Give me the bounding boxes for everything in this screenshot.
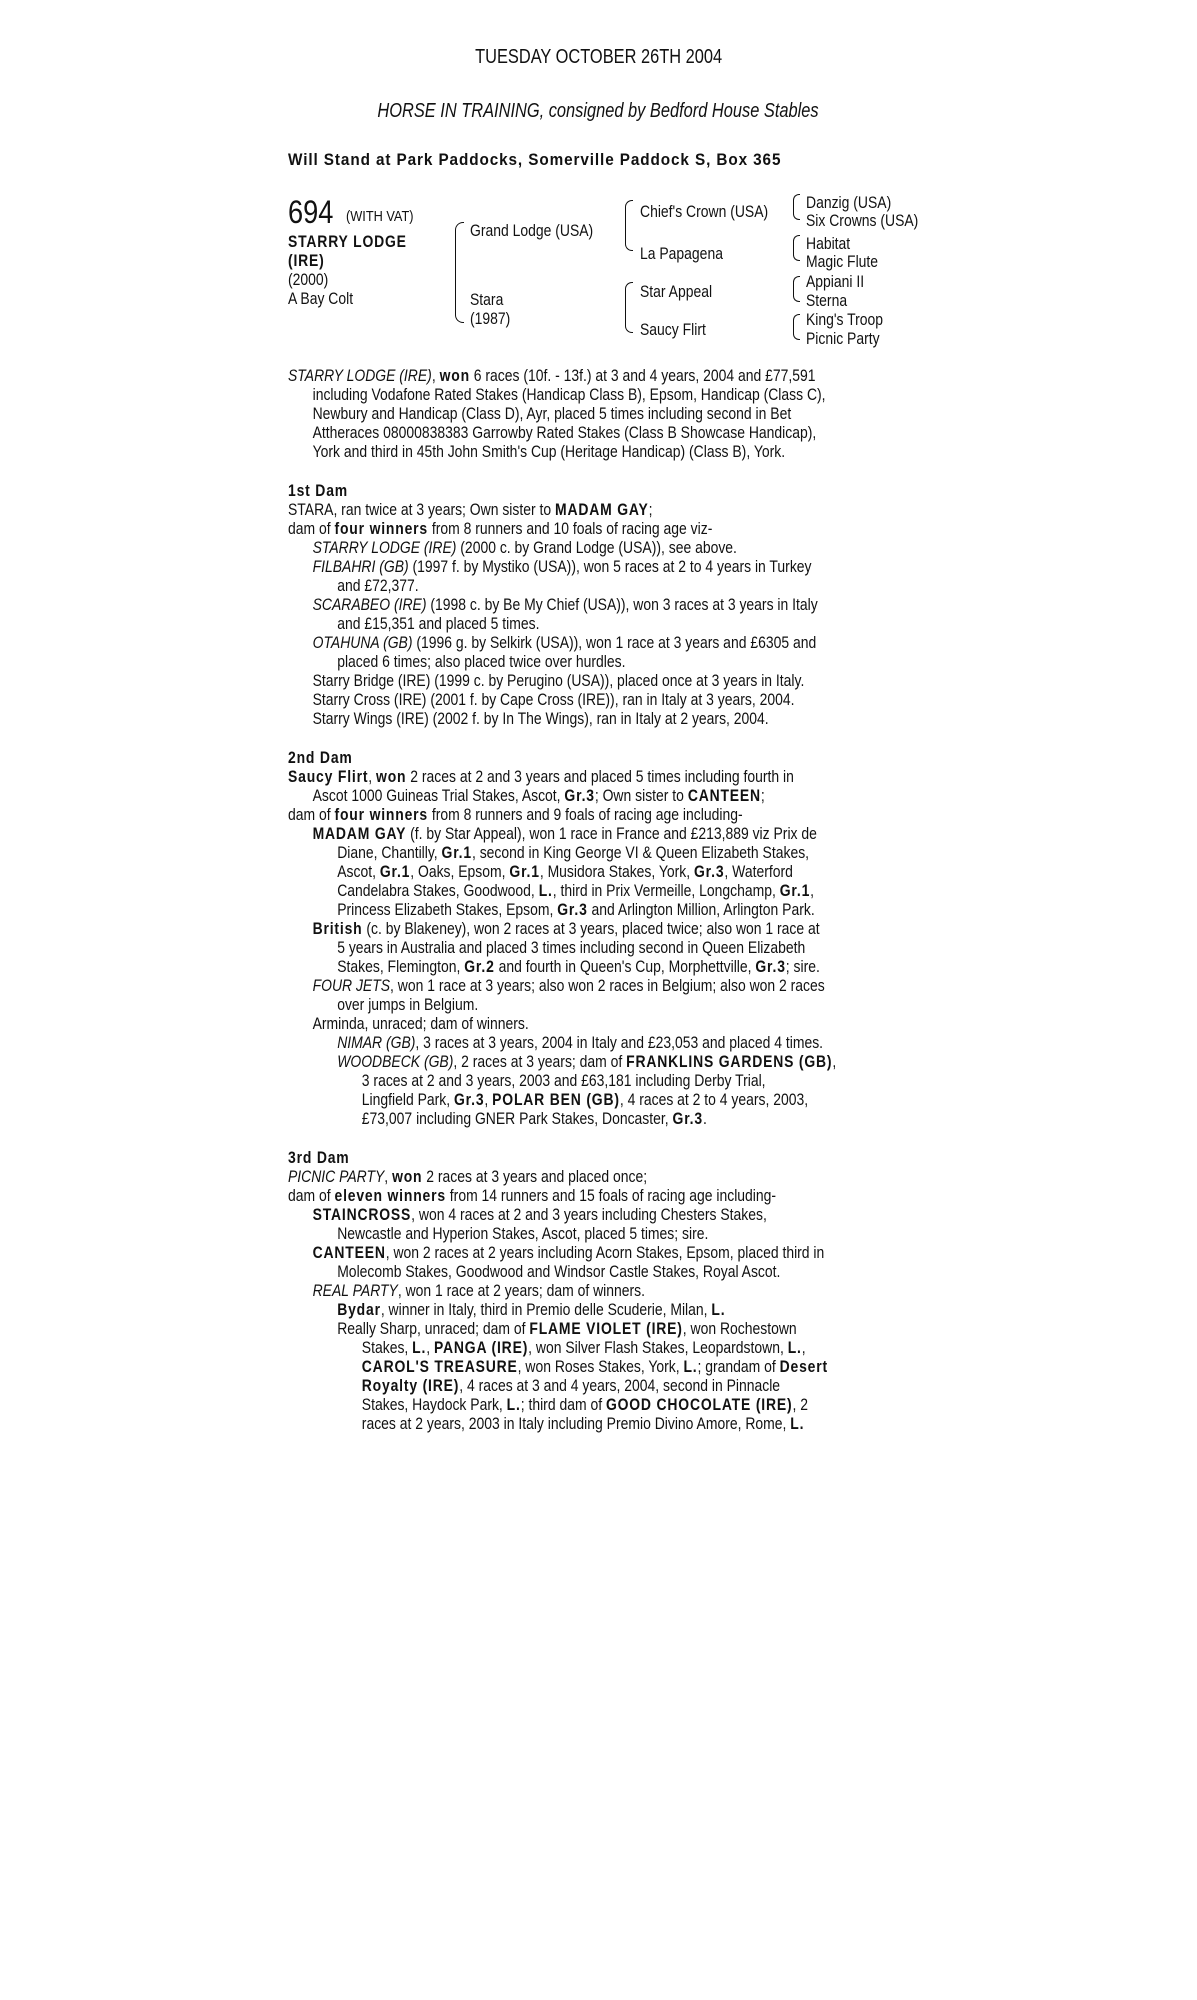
second-dam-line: Ascot, Gr.1, Oaks, Epsom, Gr.1, Musidora Stakes, York, Gr.3, Waterford — [337, 862, 793, 881]
second-dam-line: Diane, Chantilly, Gr.1, second in King George VI & Queen Elizabeth Stakes, — [337, 843, 810, 862]
second-dam-line: Candelabra Stakes, Goodwood, L., third in Prix Vermeille, Longchamp, Gr.1, — [337, 881, 815, 900]
first-dam-line: Starry Bridge (IRE) (1999 c. by Perugino (USA)), placed once at 3 years in Italy. — [312, 671, 805, 690]
second-dam-line: FOUR JETS, won 1 race at 3 years; also won 2 races in Belgium; also won 2 races — [312, 976, 825, 995]
second-dam-line: Princess Elizabeth Stakes, Epsom, Gr.3 and Arlington Million, Arlington Park. — [337, 900, 815, 919]
brace-gd-1 — [793, 194, 800, 220]
first-dam-lines — [288, 500, 1100, 728]
ped-ds-dam: Sterna — [806, 291, 848, 310]
third-dam-lines — [288, 1167, 1100, 1433]
third-dam-line: STAINCROSS, won 4 races at 2 and 3 years including Chesters Stakes, — [312, 1205, 767, 1224]
lot-name: STARRY LODGE — [288, 232, 407, 251]
summary-line: Newbury and Handicap (Class D), Ayr, placed 5 times including second in Bet — [312, 404, 792, 423]
first-dam-line: OTAHUNA (GB) (1996 g. by Selkirk (USA)), won 1 race at 3 years and £6305 and — [312, 633, 817, 652]
lot-country: (IRE) — [288, 251, 325, 270]
second-dam-line: 3 races at 2 and 3 years, 2003 and £63,181 including Derby Trial, — [361, 1071, 766, 1090]
lot-number: 694 — [288, 194, 334, 230]
first-dam-line: STARA, ran twice at 3 years; Own sister to MADAM GAY; — [288, 500, 653, 519]
second-dam-line: Arminda, unraced; dam of winners. — [312, 1014, 529, 1033]
brace-sire-line-bottom — [625, 226, 633, 251]
third-dam-line: REAL PARTY, won 1 race at 2 years; dam of winners. — [312, 1281, 645, 1300]
third-dam-line: Molecomb Stakes, Goodwood and Windsor Castle Stakes, Royal Ascot. — [337, 1262, 781, 1281]
stand-text: Will Stand at Park Paddocks, Somerville Paddock S, Box 365 — [288, 150, 782, 169]
lot-vat: (WITH VAT) — [346, 208, 414, 225]
ped-dd-dam: Picnic Party — [806, 329, 880, 348]
brace-sire-top — [455, 222, 464, 271]
third-dam-heading: 3rd Dam — [288, 1148, 350, 1167]
first-dam-line: and £15,351 and placed 5 times. — [337, 614, 540, 633]
second-dam-heading: 2nd Dam — [288, 748, 353, 767]
ped-sd-sire: Habitat — [806, 234, 851, 253]
third-dam-line: CANTEEN, won 2 races at 2 years including Acorn Stakes, Epsom, placed third in — [312, 1243, 825, 1262]
first-dam-heading: 1st Dam — [288, 481, 348, 500]
brace-dam-line-bottom — [625, 308, 633, 333]
second-dam-line: over jumps in Belgium. — [337, 995, 479, 1014]
ped-ss-dam: Six Crowns (USA) — [806, 211, 919, 230]
second-dam-line: 5 years in Australia and placed 3 times including second in Queen Elizabeth — [337, 938, 806, 957]
lot-description: A Bay Colt — [288, 289, 354, 308]
first-dam-block — [288, 481, 1100, 728]
summary-line: Attheraces 08000838383 Garrowby Rated Stakes (Class B Showcase Handicap), — [312, 423, 817, 442]
consignment-line — [0, 100, 1197, 123]
ped-ss-sire: Danzig (USA) — [806, 193, 892, 212]
first-dam-line: Starry Cross (IRE) (2001 f. by Cape Cross (IRE)), ran in Italy at 3 years, 2004. — [312, 690, 795, 709]
consignment-text: HORSE IN TRAINING, consigned by Bedford House Stables — [377, 100, 820, 122]
brace-gd-2 — [793, 235, 800, 261]
first-dam-line: and £72,377. — [337, 576, 419, 595]
second-dam-line: dam of four winners from 8 runners and 9 foals of racing age including- — [288, 805, 743, 824]
third-dam-line: Really Sharp, unraced; dam of FLAME VIOLET (IRE), won Rochestown — [337, 1319, 797, 1338]
ped-sire-dam: La Papagena — [640, 244, 723, 263]
first-dam-line: STARRY LODGE (IRE) (2000 c. by Grand Lodge (USA)), see above. — [312, 538, 737, 557]
brace-sire-bottom — [455, 270, 464, 323]
ped-sire-sire: Chief's Crown (USA) — [640, 202, 769, 221]
third-dam-line: Royalty (IRE), 4 races at 3 and 4 years, 2004, second in Pinnacle — [361, 1376, 781, 1395]
second-dam-line: MADAM GAY (f. by Star Appeal), won 1 race in France and £213,889 viz Prix de — [312, 824, 817, 843]
second-dam-line: £73,007 including GNER Park Stakes, Doncaster, Gr.3. — [361, 1109, 707, 1128]
ped-dam: Stara — [470, 290, 504, 309]
summary-line: including Vodafone Rated Stakes (Handicap Class B), Epsom, Handicap (Class C), — [312, 385, 826, 404]
stand-line — [288, 150, 836, 170]
second-dam-lines — [288, 767, 1100, 1128]
first-dam-line: placed 6 times; also placed twice over hurdles. — [337, 652, 626, 671]
third-dam-line: Bydar, winner in Italy, third in Premio delle Scuderie, Milan, L. — [337, 1300, 726, 1319]
race-summary — [288, 366, 1197, 461]
ped-sire: Grand Lodge (USA) — [470, 221, 594, 240]
brace-gd-3 — [793, 276, 800, 302]
ped-ds-sire: Appiani II — [806, 272, 865, 291]
lot-year: (2000) — [288, 270, 329, 289]
sale-date-text: TUESDAY OCTOBER 26TH 2004 — [474, 46, 722, 68]
ped-dam-dam: Saucy Flirt — [640, 320, 706, 339]
first-dam-section — [288, 481, 1197, 728]
third-dam-line: Stakes, L., PANGA (IRE), won Silver Flash Stakes, Leopardstown, L., — [361, 1338, 806, 1357]
second-dam-line: Ascot 1000 Guineas Trial Stakes, Ascot, Gr.3; Own sister to CANTEEN; — [312, 786, 765, 805]
third-dam-line: dam of eleven winners from 14 runners and 15 foals of racing age including- — [288, 1186, 777, 1205]
brace-sire-line-top — [625, 200, 633, 227]
ped-dam-year: (1987) — [470, 309, 511, 328]
ped-dam-sire: Star Appeal — [640, 282, 713, 301]
first-dam-line: dam of four winners from 8 runners and 10 foals of racing age viz- — [288, 519, 713, 538]
third-dam-line: PICNIC PARTY, won 2 races at 3 years and placed once; — [288, 1167, 648, 1186]
sale-date — [0, 46, 1197, 69]
summary-line: York and third in 45th John Smith's Cup (Heritage Handicap) (Class B), York. — [312, 442, 786, 461]
brace-dam-line-top — [625, 282, 633, 309]
third-dam-section — [288, 1148, 1197, 1433]
second-dam-line: Lingfield Park, Gr.3, POLAR BEN (GB), 4 races at 2 to 4 years, 2003, — [361, 1090, 809, 1109]
ped-sd-dam: Magic Flute — [806, 252, 879, 271]
third-dam-line: Newcastle and Hyperion Stakes, Ascot, placed 5 times; sire. — [337, 1224, 709, 1243]
lot-vat-line — [346, 208, 425, 226]
third-dam-line: Stakes, Haydock Park, L.; third dam of GOOD CHOCOLATE (IRE), 2 — [361, 1395, 808, 1414]
race-summary-lines — [288, 366, 1100, 461]
first-dam-line: Starry Wings (IRE) (2002 f. by In The Wings), ran in Italy at 2 years, 2004. — [312, 709, 769, 728]
first-dam-line: SCARABEO (IRE) (1998 c. by Be My Chief (USA)), won 3 races at 3 years in Italy — [312, 595, 818, 614]
second-dam-block — [288, 748, 1100, 1128]
second-dam-line: Saucy Flirt, won 2 races at 2 and 3 years and placed 5 times including fourth in — [288, 767, 794, 786]
ped-dd-sire: King's Troop — [806, 310, 884, 329]
lot-number-line — [288, 194, 341, 231]
second-dam-line: Stakes, Flemington, Gr.2 and fourth in Queen's Cup, Morphettville, Gr.3; sire. — [337, 957, 820, 976]
brace-gd-4 — [793, 314, 800, 340]
third-dam-block — [288, 1148, 1100, 1433]
third-dam-line: races at 2 years, 2003 in Italy including Premio Divino Amore, Rome, L. — [361, 1414, 805, 1433]
first-dam-line: FILBAHRI (GB) (1997 f. by Mystiko (USA)), won 5 races at 2 to 4 years in Turkey — [312, 557, 812, 576]
second-dam-line: WOODBECK (GB), 2 races at 3 years; dam of FRANKLINS GARDENS (GB), — [337, 1052, 837, 1071]
second-dam-line: NIMAR (GB), 3 races at 3 years, 2004 in Italy and £23,053 and placed 4 times. — [337, 1033, 824, 1052]
summary-line: STARRY LODGE (IRE), won 6 races (10f. - 13f.) at 3 and 4 years, 2004 and £77,591 — [288, 366, 816, 385]
second-dam-line: British (c. by Blakeney), won 2 races at 3 years, placed twice; also won 1 race at — [312, 919, 820, 938]
third-dam-line: CAROL'S TREASURE, won Roses Stakes, York, L.; grandam of Desert — [361, 1357, 828, 1376]
second-dam-section — [288, 748, 1197, 1128]
